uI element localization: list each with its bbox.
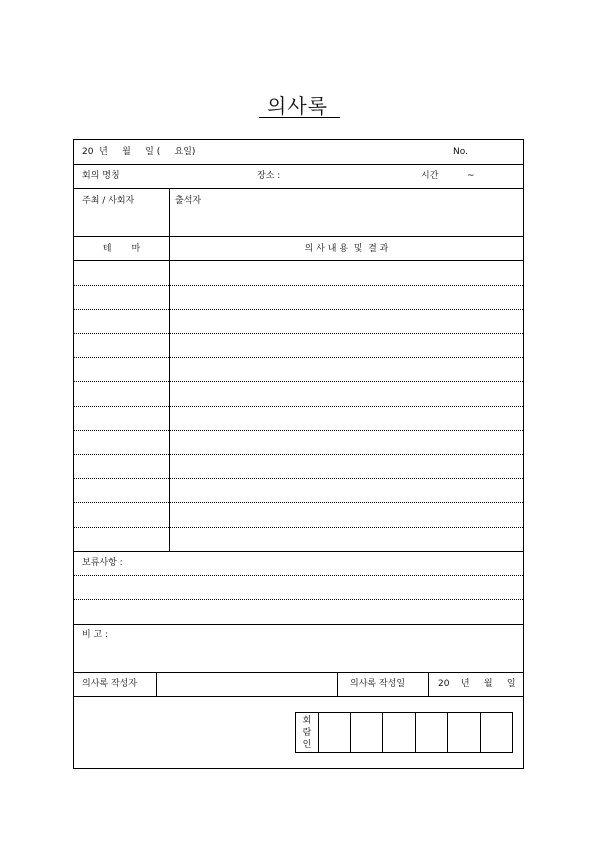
signature-divider [415, 713, 416, 752]
row-divider [74, 188, 523, 189]
date-field-label: 20 년 월 일 ( 요일) [82, 147, 196, 157]
circulation-char: 인 [302, 740, 312, 750]
table-header-divider [74, 260, 523, 261]
pending-row-line [74, 599, 523, 600]
table-row-line [74, 478, 523, 479]
column-divider [337, 672, 338, 696]
signature-divider [447, 713, 448, 752]
row-divider [74, 672, 523, 673]
column-divider [169, 188, 170, 552]
table-row-line [74, 357, 523, 358]
meeting-name-label: 회의 명칭 [82, 171, 120, 181]
document-title: 의사록 [267, 94, 328, 118]
title-underline [259, 117, 340, 118]
theme-header: 테 마 [102, 244, 141, 254]
signature-divider [318, 713, 319, 752]
minutes-date-value: 20 년 월 일 [438, 679, 516, 689]
table-row-line [74, 309, 523, 310]
table-row-line [74, 502, 523, 503]
column-divider [428, 672, 429, 696]
number-label: No. [453, 147, 468, 157]
pending-items-label: 보류사항 : [82, 558, 123, 568]
signature-divider [350, 713, 351, 752]
content-header: 의 사 내 용 및 결 과 [304, 244, 389, 254]
signature-divider [480, 713, 481, 752]
row-divider [74, 236, 523, 237]
minutes-date-label: 의사록 작성일 [350, 679, 406, 689]
minutes-form [73, 139, 524, 769]
row-divider [74, 696, 523, 697]
time-range-tilde: ~ [467, 171, 475, 181]
table-row-line [74, 454, 523, 455]
circulation-signature-box [295, 712, 513, 753]
circulation-label [296, 713, 318, 752]
place-label: 장소 : [257, 171, 281, 181]
table-row-line [74, 381, 523, 382]
circulation-char: 람 [302, 728, 312, 738]
table-row-line [74, 285, 523, 286]
pending-row-line [74, 575, 523, 576]
table-row-line [74, 430, 523, 431]
time-label: 시간 [421, 171, 439, 181]
table-bottom-line [74, 551, 523, 552]
table-row-line [74, 333, 523, 334]
signature-divider [382, 713, 383, 752]
column-divider [156, 672, 157, 696]
host-label: 주최 / 사회자 [82, 196, 135, 206]
row-divider [74, 624, 523, 625]
minutes-writer-label: 의사록 작성자 [82, 679, 138, 689]
circulation-char: 회 [302, 716, 312, 726]
remarks-label: 비 고 : [82, 630, 109, 640]
table-row-line [74, 406, 523, 407]
attendees-label: 출석자 [175, 196, 202, 206]
table-row-line [74, 527, 523, 528]
row-divider [74, 164, 523, 165]
